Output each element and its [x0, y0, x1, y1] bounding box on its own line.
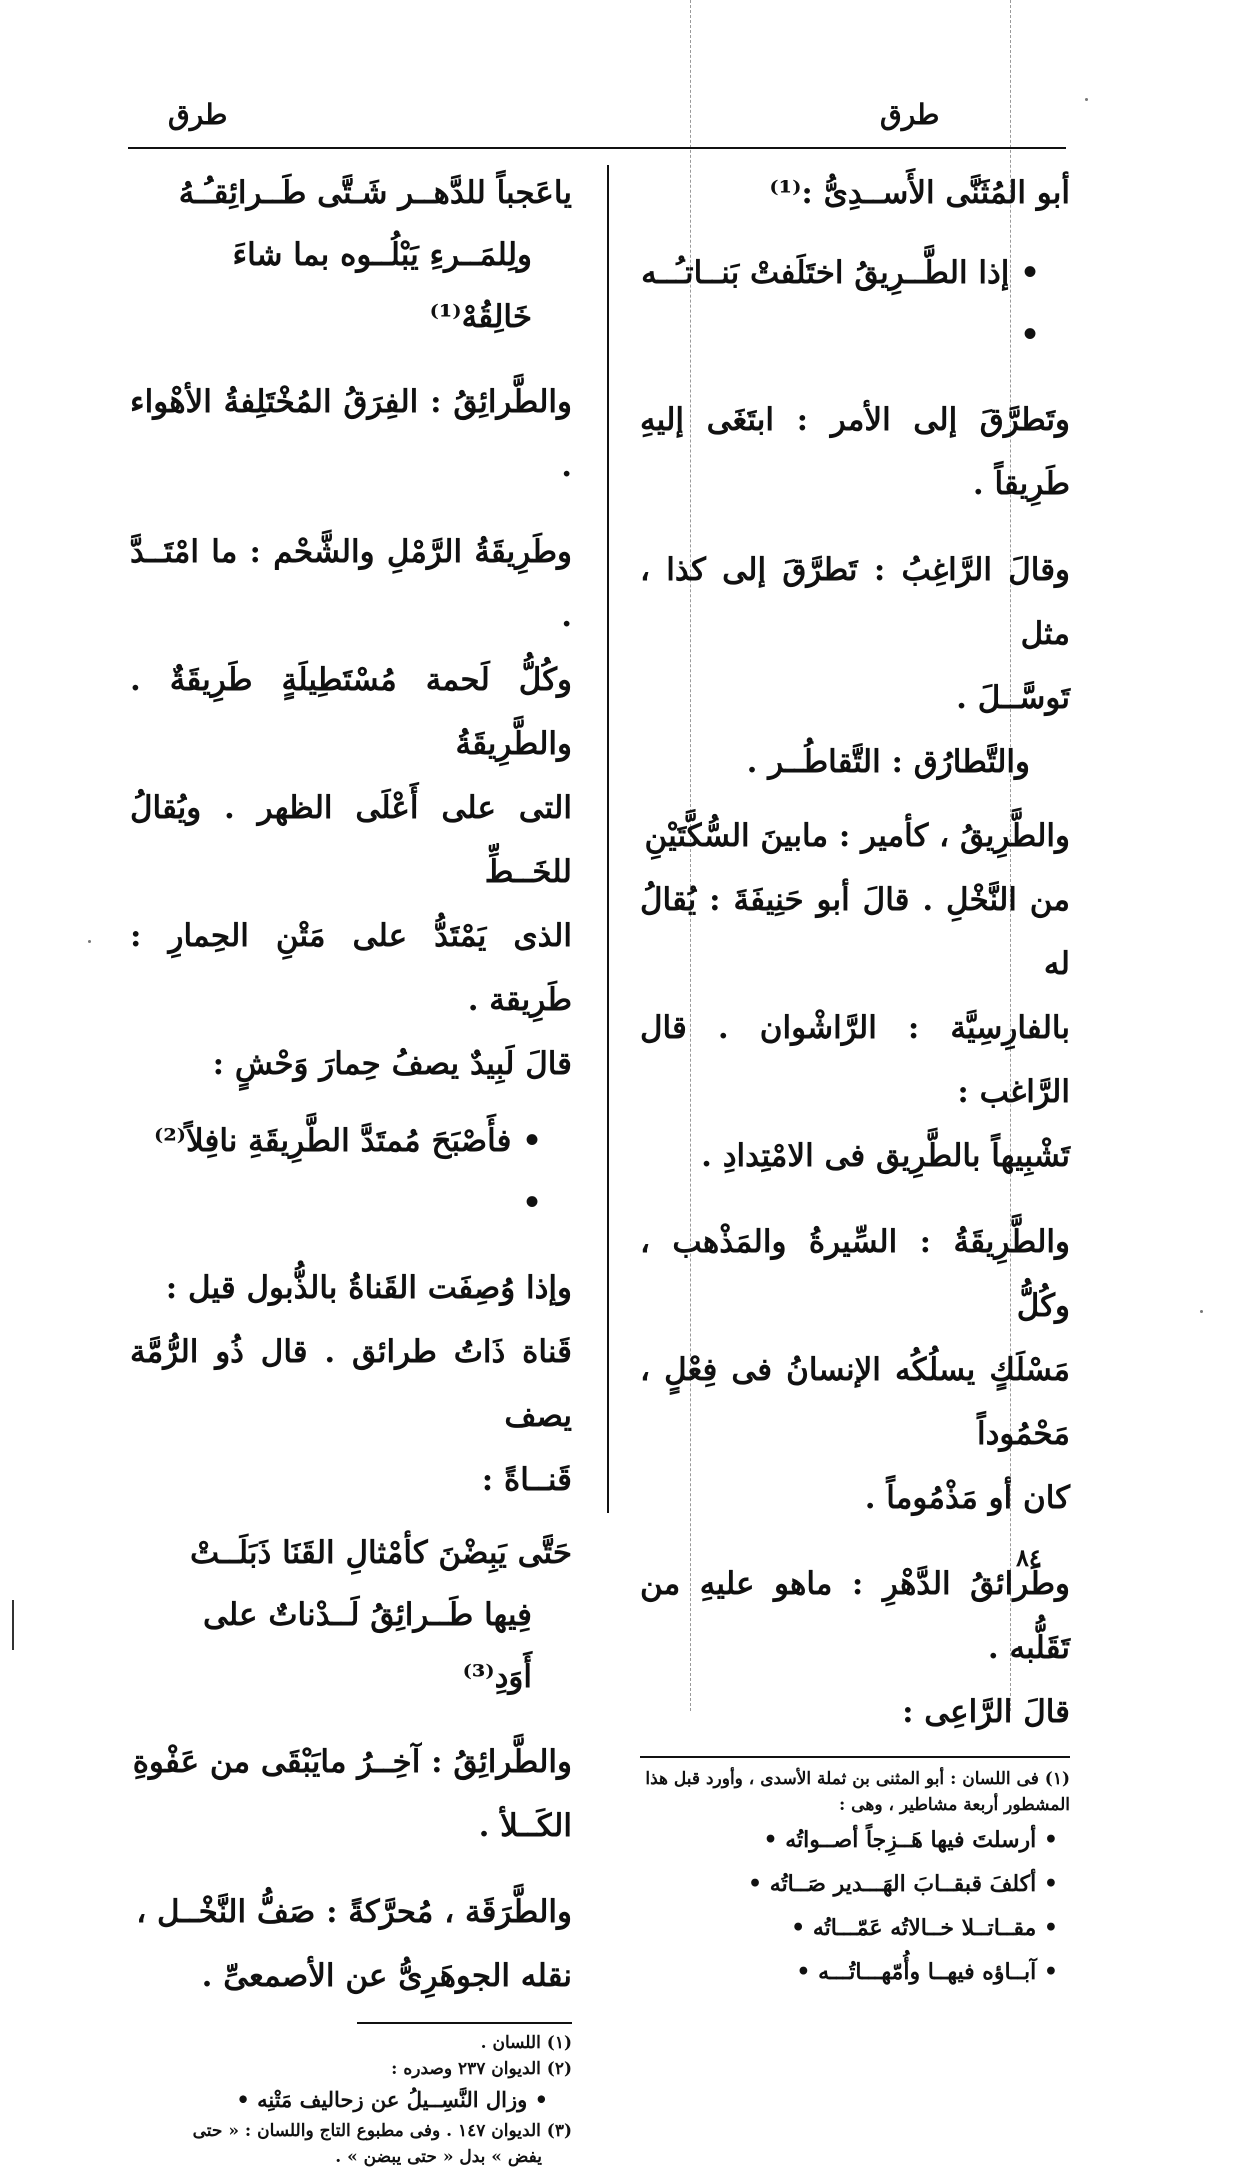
footnote-text: يفض » بدل « حتى يبضن » . — [335, 2147, 542, 2167]
footnote-text: (١) اللسان . — [480, 2033, 572, 2053]
footnote-verse: • مقــاتــلا خــالاتُه عَمّـــاتُه • — [791, 1915, 1058, 1941]
text-line: الذى يَمْتَدُّ على مَتْنِ الحِمارِ : طَرِيقة . — [130, 918, 572, 1018]
text-line: وتَطرَّقَ إلى الأمر : ابتَغَى إليهِ طَرِيقاً . — [640, 402, 1070, 502]
text-line: كان أو مَذْمُوماً . — [864, 1480, 1070, 1516]
scan-speck — [88, 940, 91, 943]
footnote-verse: • أكلفَ قبقــابَ الهَـــدير صَــاتُه • — [748, 1871, 1058, 1897]
verse-line: فِيها طَــرائِقُ لَــدْناتٌ على أَوَدِ⁽³⁾ — [202, 1597, 532, 1695]
text-line: تَوسَّــلَ . — [956, 680, 1070, 716]
text-line: والتَّطارُق : التَّقاطُــر . — [746, 744, 1030, 780]
text-line: قَناة ذَاتُ طرائق . قال ذُو الرُّمَّة يصف — [130, 1334, 572, 1434]
running-header-right: طرق — [880, 98, 940, 131]
right-column — [640, 162, 1070, 1994]
footnote-verse: • أرسلتَ فيها هَــزِجاً أصــواتُه • — [763, 1827, 1058, 1853]
left-column — [130, 162, 572, 2170]
verse-line: ولِلمَــرءِ يَبْلُــوه بما شاءَ خَالِقُهْ⁽¹⁾ — [232, 237, 532, 335]
text-line: والطَّرائِقُ : آخِــرُ مايَبْقَى من عَفْوةِ — [132, 1744, 572, 1780]
text-line: وطَرائقُ الدَّهْرِ : ماهو عليهِ من تَقَلُّبه . — [640, 1566, 1070, 1666]
scan-edge-mark — [12, 1600, 14, 1650]
text-line: تَشْبِيهاً بالطَّرِيق فى الامْتِدادِ . — [701, 1138, 1070, 1174]
footnote-text: المشطور أربعة مشاطير ، وهى : — [838, 1795, 1070, 1815]
footnote-text: (٣) الديوان ١٤٧ . وفى مطبوع التاج واللسان : « حتى — [192, 2121, 572, 2141]
text-line: قَنــاةً : — [481, 1462, 572, 1498]
text-line: والطَّرِيقُ ، كأمير : مابينَ السُّكَّتَيْنِ — [644, 818, 1070, 854]
column-divider — [607, 165, 609, 1513]
footnote-verse: • آبــاؤه فيهــا وأُمّهـــاتُـــه • — [796, 1959, 1058, 1985]
footnote-rule — [357, 2022, 572, 2024]
text-line: من النَّخْلِ . قالَ أبو حَنِيفَةَ : يُقالُ له — [640, 882, 1070, 982]
footnote-text: (١) فى اللسان : أبو المثنى بن ثملة الأسدى ، وأورد قبل هذا — [645, 1769, 1070, 1789]
text-line: وإذا وُصِفَت القَناةُ بالذُّبول قيل : — [165, 1270, 572, 1306]
text-line: الكَــلأ . — [478, 1808, 572, 1844]
header-rule — [128, 147, 1066, 149]
text-line: وطَرِيقَةُ الرَّمْلِ والشَّحْم : ما امْتَــدَّ . — [130, 534, 572, 634]
footnote-text: (٢) الديوان ٢٣٧ وصدره : — [391, 2059, 572, 2079]
footnote-verse: • وزال النَّسِــيلُ عن زحاليف مَتْنِه • — [236, 2087, 548, 2112]
text-line: أبو المُثَنَّى الأَســدِىُّ :⁽¹⁾ — [769, 175, 1070, 211]
scan-speck — [1085, 98, 1088, 101]
verse-line: ياعَجباً للدَّهــر شَـتَّى طَــرائِقـُـهُ — [178, 175, 572, 211]
verse-line: • إذا الطَّــرِيقُ اختَلَفتْ بَنــاتـُــه • — [641, 255, 1040, 353]
scan-speck — [1200, 1310, 1203, 1313]
text-line: وقالَ الرَّاغِبُ : تَطرَّقَ إلى كذا ، مثل — [640, 552, 1070, 652]
footnote-block — [640, 1766, 1070, 1994]
verse-line: حَتَّى يَبِضْنَ كأمْثالِ القَنَا ذَبَلَــتْ — [190, 1535, 572, 1571]
text-line: قالَ لَبِيدٌ يصفُ حِمارَ وَحْشٍ : — [212, 1046, 572, 1082]
footnote-rule — [640, 1756, 1070, 1758]
text-line: والطَّرائِقُ : الفِرَقُ المُخْتَلِفةُ الأهْواء . — [130, 384, 572, 484]
footnote-block — [130, 2030, 572, 2170]
verse-line: • فأَصْبَحَ مُمتَدَّ الطَّرِيقَةِ نافِلاً⁽²⁾ • — [153, 1123, 542, 1221]
running-header-left: طرق — [168, 98, 228, 131]
text-line: نقله الجوهَرِىُّ عن الأصمعىِّ . — [201, 1958, 572, 1994]
text-line: والطَّرَقَة ، مُحرَّكةً : صَفُّ النَّخْــل ، — [136, 1894, 572, 1930]
text-line: التى على أَعْلَى الظهر . ويُقالُ للخَــطِّ — [130, 790, 572, 890]
text-line: قالَ الرَّاعِى : — [902, 1694, 1070, 1730]
text-line: وكُلُّ لَحمة مُسْتَطِيلَةٍ طَرِيقَةٌ . والطَّرِيقَةُ — [130, 662, 572, 762]
text-line: مَسْلَكٍ يسلُكُه الإنسانُ فى فِعْلٍ ، مَحْمُوداً — [640, 1352, 1070, 1452]
text-line: والطَّرِيقَةُ : السِّيرةُ والمَذْهب ، وكُلُّ — [640, 1224, 1070, 1324]
page-number: ٨٤ — [1016, 1543, 1042, 1572]
text-line: بالفارِسِيَّة : الرَّاشْوان . قال الرَّاغب : — [640, 1010, 1070, 1110]
